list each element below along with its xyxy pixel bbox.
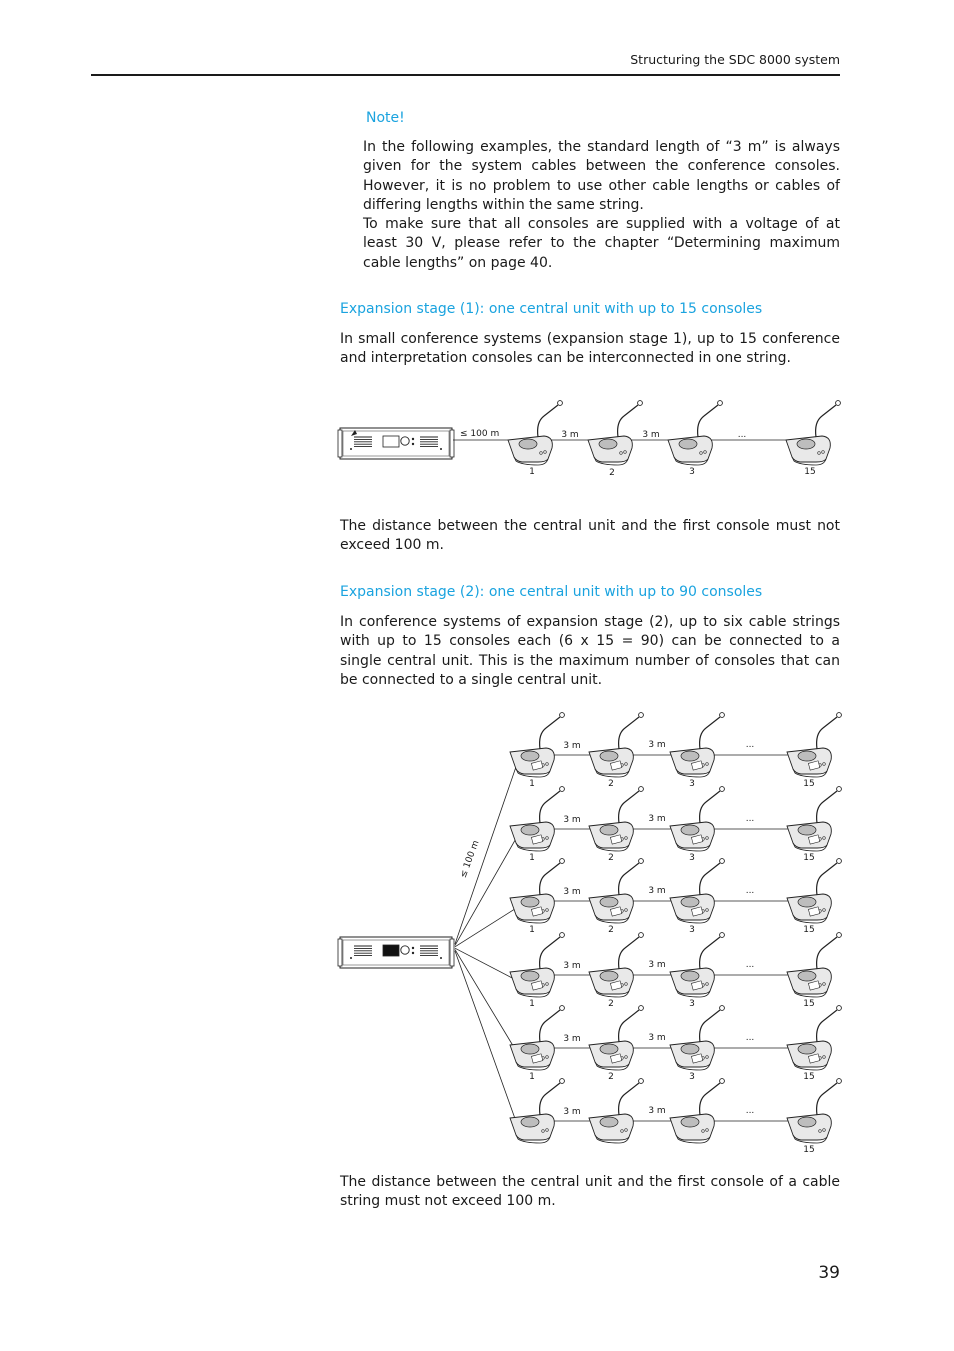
console-number: 3 <box>689 467 695 477</box>
console <box>589 787 643 851</box>
section-1-intro: In small conference systems (expansion stage 1), up to 15 conference and interpretation consoles can be interconnected in one string. <box>340 331 840 367</box>
console-number: 3 <box>689 1072 695 1082</box>
console-number: 15 <box>803 925 815 935</box>
console-number: 1 <box>529 999 535 1009</box>
console-number: 2 <box>608 925 614 935</box>
console <box>670 1006 724 1070</box>
console <box>670 1079 724 1143</box>
cable-length-label: 3 m <box>648 740 666 750</box>
cable-length-label: 3 m <box>563 961 581 971</box>
console-number: 2 <box>608 999 614 1009</box>
cable-length-label: 3 m <box>648 1106 666 1116</box>
section-2-after: The distance between the central unit and the first console of a cable string must not exceed 100 m. <box>340 1174 840 1210</box>
cable-length-label: 3 m <box>648 814 666 824</box>
console <box>589 933 643 997</box>
console-number: 1 <box>529 853 535 863</box>
console-number: 15 <box>803 999 815 1009</box>
console-number: 15 <box>803 779 815 789</box>
console <box>787 1079 841 1143</box>
ellipsis: ... <box>745 740 755 750</box>
note-paragraph-2: To make sure that all consoles are supplied with a voltage of at least 30 V, please refer to the chapter “Determining maximum cable lengths” on page 40. <box>363 216 840 271</box>
console-number: 3 <box>689 925 695 935</box>
console-number: 2 <box>608 779 614 789</box>
section-2-heading: Expansion stage (2): one central unit with up to 90 consoles <box>340 584 763 600</box>
central-unit-2 <box>338 937 454 968</box>
ellipsis: ... <box>745 814 755 824</box>
cable-length-label: 3 m <box>563 887 581 897</box>
max-length-label: ≤ 100 m <box>460 429 500 439</box>
max-length-label: ≤ 100 m <box>458 839 482 880</box>
ellipsis: ... <box>745 886 755 896</box>
console <box>589 713 643 777</box>
console-number: 3 <box>689 999 695 1009</box>
console-1 <box>508 401 562 465</box>
console-2 <box>588 401 642 465</box>
ellipsis: ... <box>745 1033 755 1043</box>
ellipsis: ... <box>745 960 755 970</box>
console-number: 2 <box>608 1072 614 1082</box>
console <box>510 859 564 923</box>
cable-length-label: 3 m <box>563 1034 581 1044</box>
cable-length-label: 3 m <box>563 741 581 751</box>
console-number: 2 <box>609 468 615 478</box>
knob-icon <box>401 437 409 445</box>
cable-length-label: 3 m <box>648 1033 666 1043</box>
console-4 <box>786 401 840 465</box>
display-icon <box>383 945 399 956</box>
feed-cable <box>455 907 518 947</box>
console <box>510 1079 564 1143</box>
console-number: 3 <box>689 779 695 789</box>
display-icon <box>383 436 399 447</box>
console <box>670 933 724 997</box>
feed-cable <box>455 761 518 944</box>
running-header: Structuring the SDC 8000 system <box>630 52 840 67</box>
console-number: 15 <box>803 1145 815 1155</box>
note-title: Note! <box>366 110 405 126</box>
console-3 <box>668 401 722 465</box>
console <box>670 859 724 923</box>
console <box>510 713 564 777</box>
cable-length-label: 3 m <box>648 960 666 970</box>
console-number: 1 <box>529 1072 535 1082</box>
console <box>510 787 564 851</box>
console <box>787 1006 841 1070</box>
console-number: 1 <box>529 779 535 789</box>
page-number: 39 <box>818 1263 840 1283</box>
console <box>510 933 564 997</box>
console-number: 2 <box>608 853 614 863</box>
console <box>589 859 643 923</box>
console <box>787 933 841 997</box>
note-paragraph-1: In the following examples, the standard length of “3 m” is always given for the system cables between the conference consoles. However, it is no problem to use other cable lengths or cables of differing lengths within the same string. <box>363 139 840 213</box>
console <box>670 787 724 851</box>
console-number: 15 <box>803 853 815 863</box>
cable-length-label: 3 m <box>642 430 660 440</box>
console <box>787 787 841 851</box>
console <box>787 859 841 923</box>
console <box>589 1006 643 1070</box>
console-number: 15 <box>804 467 816 477</box>
console <box>670 713 724 777</box>
cable-length-label: 3 m <box>563 815 581 825</box>
console <box>787 713 841 777</box>
knob-icon <box>401 946 409 954</box>
cable-length-label: 3 m <box>648 886 666 896</box>
section-1-heading: Expansion stage (1): one central unit with up to 15 consoles <box>340 301 763 317</box>
console-number: 1 <box>529 925 535 935</box>
cable-length-label: 3 m <box>561 430 579 440</box>
ellipsis: ... <box>737 430 747 440</box>
ellipsis: ... <box>745 1106 755 1116</box>
console <box>589 1079 643 1143</box>
console <box>510 1006 564 1070</box>
console-number: 15 <box>803 1072 815 1082</box>
section-2-intro: In conference systems of expansion stage (2), up to six cable strings with up to 15 consoles each (6 x 15 = 90) can be connected to a single central unit. This is the maximum number of consoles that can be connected to a single central unit. <box>340 614 840 688</box>
cable-length-label: 3 m <box>563 1107 581 1117</box>
console-number: 1 <box>529 467 535 477</box>
section-1-after: The distance between the central unit and the first console must not exceed 100 m. <box>340 518 840 554</box>
console-number: 3 <box>689 853 695 863</box>
